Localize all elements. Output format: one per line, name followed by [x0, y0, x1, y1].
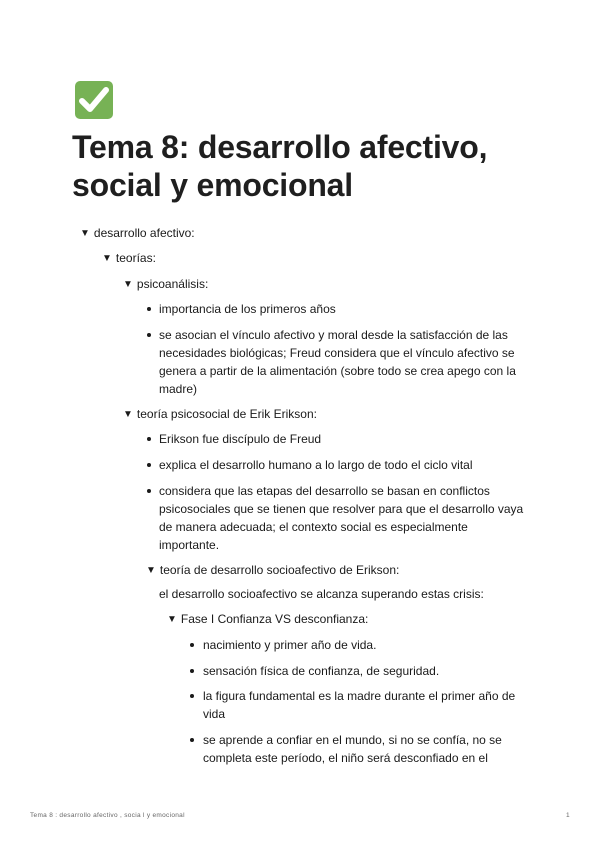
toggle-teoria-psicosocial[interactable] — [123, 405, 317, 425]
bullet-icon — [190, 738, 194, 742]
toggle-label: desarrollo afectivo: — [93, 226, 195, 240]
triangle-down-icon: ▼ — [80, 228, 90, 239]
list-item — [159, 326, 516, 398]
bullet-icon — [147, 489, 151, 493]
toggle-desarrollo-socioafectivo[interactable] — [146, 561, 399, 581]
footer-title: Tema 8 : desarrollo afectivo , socia l y emocional — [30, 812, 185, 819]
toggle-psicoanalisis[interactable] — [123, 275, 208, 295]
bullet-icon — [190, 643, 194, 647]
list-item: importancia de los primeros años — [159, 302, 336, 316]
list-item: Erikson fue discípulo de Freud — [159, 432, 322, 446]
list-item — [159, 482, 523, 554]
list-item-line: completa este período, el niño será desconfiado en el — [203, 751, 488, 765]
check-mark-button-icon — [74, 80, 114, 120]
bullet-icon — [190, 694, 194, 698]
list-item-line: importante. — [159, 538, 220, 552]
paragraph: el desarrollo socioafectivo se alcanza superando estas crisis: — [159, 587, 484, 601]
bullet-icon — [147, 437, 151, 441]
list-item-line: se aprende a confiar en el mundo, si no se confía, no se — [203, 733, 502, 747]
toggle-label: Fase I Confianza VS desconfianza: — [180, 612, 369, 626]
list-item: explica el desarrollo humano a lo largo de todo el ciclo vital — [159, 458, 473, 472]
bullet-icon — [147, 307, 151, 311]
list-item — [203, 731, 502, 767]
toggle-label: psicoanálisis: — [136, 277, 209, 291]
triangle-down-icon: ▼ — [167, 614, 177, 625]
bullet-icon — [147, 333, 151, 337]
page-number: 1 — [566, 812, 570, 819]
triangle-down-icon: ▼ — [102, 253, 112, 264]
triangle-down-icon: ▼ — [123, 409, 133, 420]
triangle-down-icon: ▼ — [123, 279, 133, 290]
list-item-line: la figura fundamental es la madre durante el primer año de — [203, 689, 516, 703]
toggle-label: teoría de desarrollo socioafectivo de Erikson: — [159, 563, 400, 577]
list-item-line: madre) — [159, 382, 198, 396]
list-item-line: psicosociales que se tienen que resolver para que el desarrollo vaya — [159, 502, 524, 516]
toggle-label: teorías: — [115, 251, 156, 265]
page-title-line-2: social y emocional — [72, 167, 353, 203]
triangle-down-icon: ▼ — [146, 565, 156, 576]
list-item — [203, 687, 515, 723]
toggle-label: teoría psicosocial de Erik Erikson: — [136, 407, 317, 421]
toggle-desarrollo-afectivo[interactable] — [80, 224, 195, 244]
toggle-fase-1[interactable] — [167, 610, 368, 630]
list-item-line: genera a partir de la alimentación (sobre todo se crea apego con la — [159, 364, 516, 378]
list-item-line: necesidades biológicas; Freud considera que el vínculo afectivo se — [159, 346, 515, 360]
toggle-teorias[interactable] — [102, 249, 156, 269]
page-title — [72, 128, 487, 204]
list-item: sensación física de confianza, de seguridad. — [203, 664, 440, 678]
bullet-icon — [147, 463, 151, 467]
bullet-icon — [190, 669, 194, 673]
list-item-line: de manera adecuada; el contexto social es especialmente — [159, 520, 468, 534]
list-item-line: vida — [203, 707, 226, 721]
list-item-line: considera que las etapas del desarrollo se basan en conflictos — [159, 484, 490, 498]
page-title-line-1: Tema 8: desarrollo afectivo, — [72, 129, 488, 165]
list-item-line: se asocian el vínculo afectivo y moral desde la satisfacción de las — [159, 328, 508, 342]
list-item: nacimiento y primer año de vida. — [203, 638, 377, 652]
